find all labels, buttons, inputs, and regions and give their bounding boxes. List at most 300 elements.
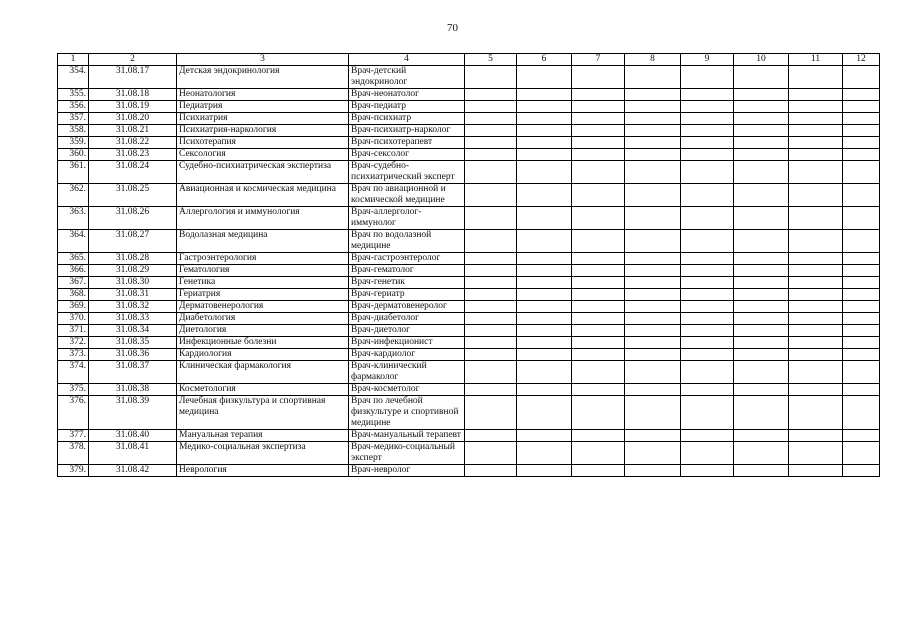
empty-cell <box>517 313 572 325</box>
empty-cell <box>517 289 572 301</box>
row-number: 371. <box>58 325 89 337</box>
empty-cell <box>625 384 681 396</box>
empty-cell <box>625 230 681 253</box>
empty-cell <box>572 265 625 277</box>
empty-cell <box>789 66 843 89</box>
empty-cell <box>789 349 843 361</box>
table-row <box>58 125 880 137</box>
table-row <box>58 384 880 396</box>
position-name: Врач-педиатр <box>349 101 465 113</box>
column-header: 1 <box>58 54 89 66</box>
empty-cell <box>625 361 681 384</box>
empty-cell <box>517 337 572 349</box>
empty-cell <box>465 253 517 265</box>
specialty-name: Авиационная и космическая медицина <box>177 184 349 207</box>
specialty-code: 31.08.33 <box>89 313 177 325</box>
empty-cell <box>734 277 789 289</box>
empty-cell <box>465 337 517 349</box>
empty-cell <box>572 349 625 361</box>
empty-cell <box>517 384 572 396</box>
empty-cell <box>465 442 517 465</box>
empty-cell <box>465 349 517 361</box>
specialty-name: Детская эндокринология <box>177 66 349 89</box>
empty-cell <box>517 137 572 149</box>
position-name: Врач-сексолог <box>349 149 465 161</box>
empty-cell <box>572 277 625 289</box>
empty-cell <box>734 253 789 265</box>
position-name: Врач по авиационной и космической медицине <box>349 184 465 207</box>
specialty-name: Судебно-психиатрическая экспертиза <box>177 161 349 184</box>
specialty-name: Психиатрия-наркология <box>177 125 349 137</box>
empty-cell <box>517 253 572 265</box>
empty-cell <box>789 301 843 313</box>
specialty-name: Мануальная терапия <box>177 430 349 442</box>
empty-cell <box>843 149 880 161</box>
empty-cell <box>517 66 572 89</box>
empty-cell <box>681 265 734 277</box>
specialty-code: 31.08.18 <box>89 89 177 101</box>
empty-cell <box>517 125 572 137</box>
empty-cell <box>517 349 572 361</box>
specialty-name: Кардиология <box>177 349 349 361</box>
empty-cell <box>517 113 572 125</box>
empty-cell <box>734 137 789 149</box>
empty-cell <box>625 325 681 337</box>
empty-cell <box>843 184 880 207</box>
table-body <box>58 66 880 477</box>
empty-cell <box>625 337 681 349</box>
empty-cell <box>789 313 843 325</box>
empty-cell <box>625 207 681 230</box>
specialty-name: Гематология <box>177 265 349 277</box>
position-name: Врач по лечебной физкультуре и спортивной медицине <box>349 396 465 430</box>
row-number: 359. <box>58 137 89 149</box>
empty-cell <box>734 313 789 325</box>
table-row <box>58 253 880 265</box>
row-number: 357. <box>58 113 89 125</box>
table-row <box>58 465 880 477</box>
empty-cell <box>465 125 517 137</box>
empty-cell <box>517 361 572 384</box>
empty-cell <box>843 101 880 113</box>
specialty-code: 31.08.25 <box>89 184 177 207</box>
empty-cell <box>681 384 734 396</box>
empty-cell <box>465 184 517 207</box>
empty-cell <box>625 396 681 430</box>
empty-cell <box>517 230 572 253</box>
position-name: Врач-дерматовенеролог <box>349 301 465 313</box>
specialty-code: 31.08.32 <box>89 301 177 313</box>
empty-cell <box>789 101 843 113</box>
empty-cell <box>625 430 681 442</box>
row-number: 375. <box>58 384 89 396</box>
empty-cell <box>681 89 734 101</box>
position-name: Врач-инфекционист <box>349 337 465 349</box>
position-name: Врач-гериатр <box>349 289 465 301</box>
empty-cell <box>465 301 517 313</box>
specialty-code: 31.08.39 <box>89 396 177 430</box>
table-row <box>58 113 880 125</box>
specialty-code: 31.08.35 <box>89 337 177 349</box>
empty-cell <box>465 361 517 384</box>
empty-cell <box>465 89 517 101</box>
position-name: Врач-психиатр <box>349 113 465 125</box>
empty-cell <box>681 277 734 289</box>
header-row <box>58 54 880 66</box>
empty-cell <box>572 384 625 396</box>
empty-cell <box>572 313 625 325</box>
table-row <box>58 66 880 89</box>
empty-cell <box>843 337 880 349</box>
empty-cell <box>843 313 880 325</box>
position-name: Врач по водолазной медицине <box>349 230 465 253</box>
table-row <box>58 230 880 253</box>
position-name: Врач-косметолог <box>349 384 465 396</box>
empty-cell <box>625 349 681 361</box>
empty-cell <box>843 289 880 301</box>
table-row <box>58 325 880 337</box>
table-row <box>58 277 880 289</box>
empty-cell <box>625 313 681 325</box>
specialty-code: 31.08.37 <box>89 361 177 384</box>
empty-cell <box>572 125 625 137</box>
specialty-code: 31.08.42 <box>89 465 177 477</box>
empty-cell <box>789 289 843 301</box>
empty-cell <box>789 125 843 137</box>
specialty-name: Психиатрия <box>177 113 349 125</box>
empty-cell <box>465 149 517 161</box>
row-number: 354. <box>58 66 89 89</box>
empty-cell <box>572 430 625 442</box>
empty-cell <box>517 161 572 184</box>
empty-cell <box>572 184 625 207</box>
empty-cell <box>843 113 880 125</box>
empty-cell <box>843 125 880 137</box>
empty-cell <box>681 313 734 325</box>
empty-cell <box>517 277 572 289</box>
empty-cell <box>734 349 789 361</box>
empty-cell <box>789 325 843 337</box>
column-header: 9 <box>681 54 734 66</box>
empty-cell <box>789 137 843 149</box>
table-row <box>58 442 880 465</box>
empty-cell <box>517 396 572 430</box>
row-number: 365. <box>58 253 89 265</box>
row-number: 358. <box>58 125 89 137</box>
specialty-code: 31.08.22 <box>89 137 177 149</box>
empty-cell <box>734 184 789 207</box>
empty-cell <box>843 384 880 396</box>
specialty-code: 31.08.21 <box>89 125 177 137</box>
empty-cell <box>681 161 734 184</box>
column-header: 2 <box>89 54 177 66</box>
empty-cell <box>625 66 681 89</box>
empty-cell <box>681 349 734 361</box>
empty-cell <box>681 66 734 89</box>
empty-cell <box>465 207 517 230</box>
specialty-name: Водолазная медицина <box>177 230 349 253</box>
row-number: 366. <box>58 265 89 277</box>
table-row <box>58 101 880 113</box>
empty-cell <box>734 113 789 125</box>
specialty-name: Инфекционные болезни <box>177 337 349 349</box>
empty-cell <box>681 325 734 337</box>
row-number: 368. <box>58 289 89 301</box>
empty-cell <box>572 89 625 101</box>
empty-cell <box>572 113 625 125</box>
empty-cell <box>789 207 843 230</box>
row-number: 372. <box>58 337 89 349</box>
empty-cell <box>572 149 625 161</box>
row-number: 364. <box>58 230 89 253</box>
empty-cell <box>734 325 789 337</box>
column-header: 12 <box>843 54 880 66</box>
empty-cell <box>789 113 843 125</box>
empty-cell <box>843 325 880 337</box>
empty-cell <box>681 113 734 125</box>
empty-cell <box>681 301 734 313</box>
table-row <box>58 313 880 325</box>
position-name: Врач-невролог <box>349 465 465 477</box>
empty-cell <box>572 66 625 89</box>
table-row <box>58 337 880 349</box>
empty-cell <box>681 137 734 149</box>
table-row <box>58 89 880 101</box>
empty-cell <box>843 442 880 465</box>
specialty-code: 31.08.17 <box>89 66 177 89</box>
position-name: Врач-психотерапевт <box>349 137 465 149</box>
empty-cell <box>625 265 681 277</box>
empty-cell <box>465 465 517 477</box>
position-name: Врач-гематолог <box>349 265 465 277</box>
row-number: 374. <box>58 361 89 384</box>
empty-cell <box>625 442 681 465</box>
empty-cell <box>789 430 843 442</box>
empty-cell <box>734 289 789 301</box>
specialty-name: Косметология <box>177 384 349 396</box>
empty-cell <box>843 430 880 442</box>
empty-cell <box>572 253 625 265</box>
empty-cell <box>789 265 843 277</box>
empty-cell <box>789 184 843 207</box>
empty-cell <box>681 230 734 253</box>
empty-cell <box>789 337 843 349</box>
empty-cell <box>681 149 734 161</box>
empty-cell <box>734 101 789 113</box>
empty-cell <box>625 253 681 265</box>
empty-cell <box>789 161 843 184</box>
row-number: 373. <box>58 349 89 361</box>
table-row <box>58 161 880 184</box>
empty-cell <box>572 442 625 465</box>
empty-cell <box>734 161 789 184</box>
column-header: 7 <box>572 54 625 66</box>
row-number: 355. <box>58 89 89 101</box>
empty-cell <box>734 384 789 396</box>
row-number: 379. <box>58 465 89 477</box>
empty-cell <box>734 149 789 161</box>
position-name: Врач-генетик <box>349 277 465 289</box>
empty-cell <box>734 230 789 253</box>
row-number: 356. <box>58 101 89 113</box>
table-row <box>58 301 880 313</box>
table-row <box>58 207 880 230</box>
position-name: Врач-психиатр-нарколог <box>349 125 465 137</box>
specialty-name: Неонатология <box>177 89 349 101</box>
empty-cell <box>465 161 517 184</box>
position-name: Врач-гастроэнтеролог <box>349 253 465 265</box>
specialty-code: 31.08.40 <box>89 430 177 442</box>
empty-cell <box>517 89 572 101</box>
empty-cell <box>843 361 880 384</box>
specialty-code: 31.08.27 <box>89 230 177 253</box>
empty-cell <box>517 301 572 313</box>
empty-cell <box>681 442 734 465</box>
empty-cell <box>572 230 625 253</box>
empty-cell <box>625 101 681 113</box>
empty-cell <box>734 301 789 313</box>
row-number: 367. <box>58 277 89 289</box>
empty-cell <box>734 89 789 101</box>
empty-cell <box>625 277 681 289</box>
row-number: 363. <box>58 207 89 230</box>
empty-cell <box>625 301 681 313</box>
row-number: 378. <box>58 442 89 465</box>
empty-cell <box>517 265 572 277</box>
empty-cell <box>572 361 625 384</box>
row-number: 377. <box>58 430 89 442</box>
specialty-name: Лечебная физкультура и спортивная медицина <box>177 396 349 430</box>
empty-cell <box>843 161 880 184</box>
empty-cell <box>843 207 880 230</box>
empty-cell <box>517 184 572 207</box>
empty-cell <box>465 230 517 253</box>
empty-cell <box>572 137 625 149</box>
empty-cell <box>517 430 572 442</box>
row-number: 361. <box>58 161 89 184</box>
empty-cell <box>734 361 789 384</box>
specialties-table <box>57 53 880 477</box>
specialty-code: 31.08.38 <box>89 384 177 396</box>
position-name: Врач-детский эндокринолог <box>349 66 465 89</box>
empty-cell <box>572 325 625 337</box>
empty-cell <box>625 149 681 161</box>
column-header: 10 <box>734 54 789 66</box>
empty-cell <box>517 101 572 113</box>
empty-cell <box>843 230 880 253</box>
empty-cell <box>843 265 880 277</box>
empty-cell <box>681 253 734 265</box>
specialty-code: 31.08.29 <box>89 265 177 277</box>
empty-cell <box>465 66 517 89</box>
empty-cell <box>465 313 517 325</box>
empty-cell <box>789 230 843 253</box>
specialty-code: 31.08.36 <box>89 349 177 361</box>
table-row <box>58 289 880 301</box>
table-row <box>58 137 880 149</box>
specialty-name: Дерматовенерология <box>177 301 349 313</box>
empty-cell <box>843 396 880 430</box>
column-header: 3 <box>177 54 349 66</box>
empty-cell <box>465 289 517 301</box>
empty-cell <box>843 137 880 149</box>
specialty-name: Клиническая фармакология <box>177 361 349 384</box>
specialty-name: Гериатрия <box>177 289 349 301</box>
specialty-code: 31.08.31 <box>89 289 177 301</box>
empty-cell <box>572 207 625 230</box>
specialty-code: 31.08.23 <box>89 149 177 161</box>
empty-cell <box>681 361 734 384</box>
column-header: 11 <box>789 54 843 66</box>
specialty-code: 31.08.24 <box>89 161 177 184</box>
empty-cell <box>681 430 734 442</box>
position-name: Врач-неонатолог <box>349 89 465 101</box>
empty-cell <box>734 125 789 137</box>
position-name: Врач-диабетолог <box>349 313 465 325</box>
row-number: 360. <box>58 149 89 161</box>
empty-cell <box>517 442 572 465</box>
empty-cell <box>734 265 789 277</box>
empty-cell <box>517 465 572 477</box>
specialty-name: Генетика <box>177 277 349 289</box>
empty-cell <box>681 289 734 301</box>
specialty-code: 31.08.30 <box>89 277 177 289</box>
page-number: 70 <box>447 22 458 34</box>
empty-cell <box>789 442 843 465</box>
table-row <box>58 349 880 361</box>
empty-cell <box>465 101 517 113</box>
empty-cell <box>572 396 625 430</box>
empty-cell <box>681 125 734 137</box>
row-number: 369. <box>58 301 89 313</box>
empty-cell <box>681 465 734 477</box>
empty-cell <box>465 265 517 277</box>
column-header: 4 <box>349 54 465 66</box>
column-header: 8 <box>625 54 681 66</box>
specialty-name: Педиатрия <box>177 101 349 113</box>
empty-cell <box>734 430 789 442</box>
table-row <box>58 149 880 161</box>
empty-cell <box>843 89 880 101</box>
empty-cell <box>625 465 681 477</box>
empty-cell <box>465 137 517 149</box>
empty-cell <box>843 465 880 477</box>
table-row <box>58 430 880 442</box>
specialty-code: 31.08.19 <box>89 101 177 113</box>
empty-cell <box>465 384 517 396</box>
empty-cell <box>843 301 880 313</box>
empty-cell <box>843 66 880 89</box>
specialty-name: Медико-социальная экспертиза <box>177 442 349 465</box>
table-row <box>58 361 880 384</box>
empty-cell <box>465 430 517 442</box>
empty-cell <box>517 207 572 230</box>
specialty-code: 31.08.28 <box>89 253 177 265</box>
specialty-name: Диабетология <box>177 313 349 325</box>
row-number: 370. <box>58 313 89 325</box>
empty-cell <box>625 137 681 149</box>
table-row <box>58 265 880 277</box>
empty-cell <box>734 396 789 430</box>
position-name: Врач-медико-социальный эксперт <box>349 442 465 465</box>
empty-cell <box>572 101 625 113</box>
position-name: Врач-аллерголог-иммунолог <box>349 207 465 230</box>
empty-cell <box>681 337 734 349</box>
position-name: Врач-мануальный терапевт <box>349 430 465 442</box>
empty-cell <box>681 396 734 430</box>
empty-cell <box>625 289 681 301</box>
specialty-code: 31.08.26 <box>89 207 177 230</box>
